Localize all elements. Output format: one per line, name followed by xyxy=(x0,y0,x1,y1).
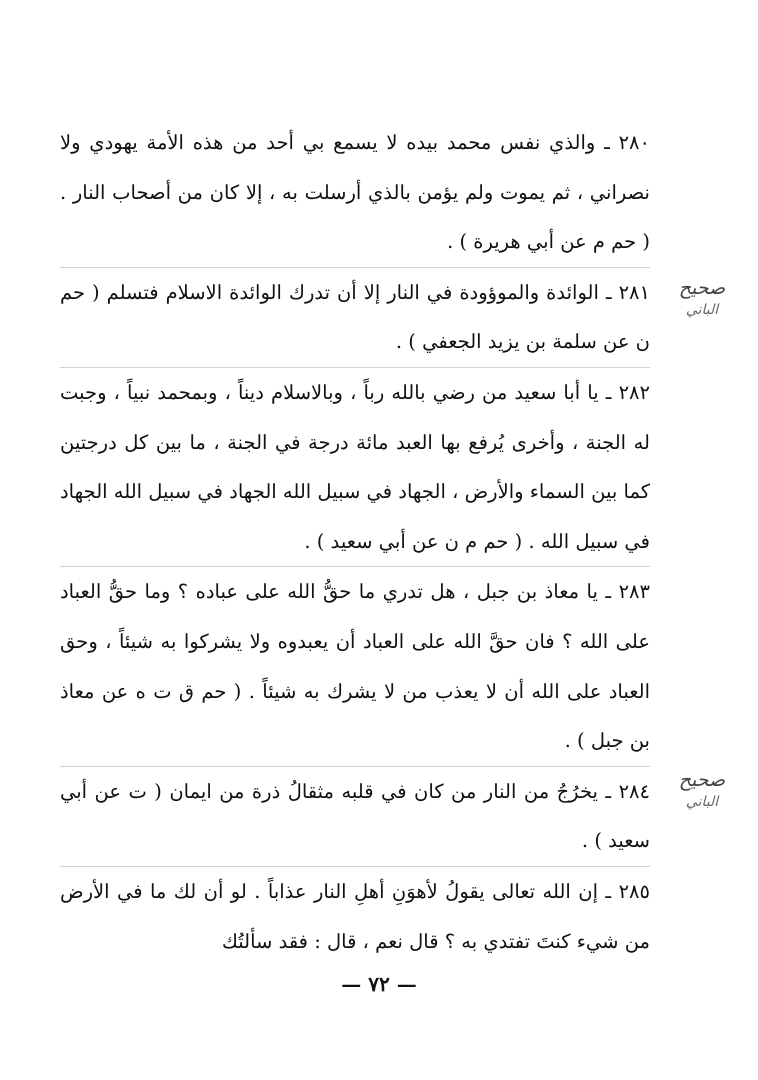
margin-annotation-281 xyxy=(664,276,740,319)
hadith-text-body xyxy=(60,118,650,966)
hadith-entry-text: ٢٨١ ـ الوائدة والموؤودة في النار إلا أن تدرك الوائدة الاسلام فتسلم ( حم ن عن سلمة بن يزيد الجعفي ) . xyxy=(60,280,650,354)
hadith-entry-text: ٢٨٤ ـ يخرُجُ من النار من كان في قلبه مثقالُ ذرة من ايمان ( ت عن أبي سعيد ) . xyxy=(60,779,650,853)
hadith-entry-text: ٢٨٥ ـ إن الله تعالى يقولُ لأهوَنِ أهلِ النار عذاباً . لو أن لك ما في الأرض من شيء كنتَ تفتدي به ؟ قال نعم ، قال : فقد سألتُك xyxy=(60,879,650,953)
margin-annotation-word: صحيح xyxy=(678,769,726,791)
hadith-entry-283 xyxy=(60,566,650,765)
margin-annotation-sub: الباني xyxy=(685,793,719,810)
margin-annotation-sub: الباني xyxy=(685,301,719,318)
margin-annotation-word: صحيح xyxy=(678,277,726,299)
hadith-entry-text: ٢٨٠ ـ والذي نفس محمد بيده لا يسمع بي أحد من هذه الأمة يهودي ولا نصراني ، ثم يموت ولم يؤمن بالذي أرسلت به ، إلا كان من أصحاب النار . ( حم م عن أبي هريرة ) . xyxy=(60,131,650,254)
hadith-entry-284 xyxy=(60,766,650,866)
page-number: — ٧٢ — xyxy=(341,972,417,996)
margin-annotation-284 xyxy=(664,768,740,811)
hadith-entry-285 xyxy=(60,866,650,966)
hadith-entry-280 xyxy=(60,118,650,267)
hadith-entry-281 xyxy=(60,267,650,367)
hadith-entry-282 xyxy=(60,367,650,566)
hadith-entry-text: ٢٨٢ ـ يا أبا سعيد من رضي بالله رباً ، وبالاسلام ديناً ، وبمحمد نبياً ، وجبت له الجنة ، وأخرى يُرفع بها العبد مائة درجة في الجنة ، ما بين كل درجتين كما بين السماء والأرض ، الجهاد في سبيل الله الجهاد في سبيل الله الجهاد في سبيل الله . ( حم م ن عن أبي سعيد ) . xyxy=(60,380,650,553)
hadith-entry-text: ٢٨٣ ـ يا معاذ بن جبل ، هل تدري ما حقُّ الله على عباده ؟ وما حقُّ العباد على الله ؟ فان حقَّ الله على العباد أن يعبدوه ولا يشركوا به شيئاً ، وحق العباد على الله أن لا يعذب من لا يشرك به شيئاً . ( حم ق ت ه عن معاذ بن جبل ) . xyxy=(60,580,650,753)
